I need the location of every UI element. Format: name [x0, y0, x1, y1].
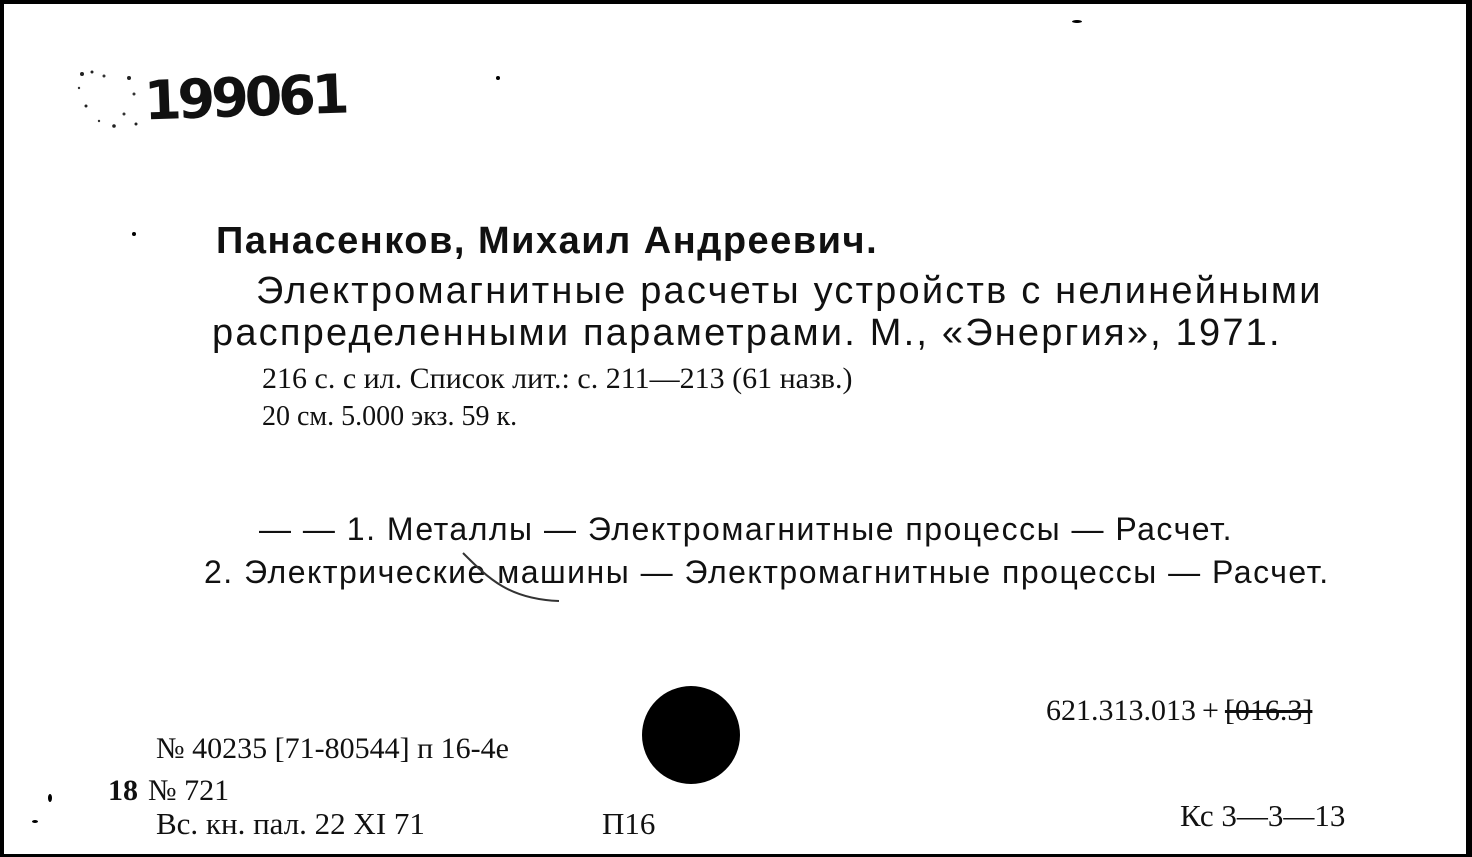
subject-heading-1: — — 1. Металлы — Электромагнитные процессы — Расчет. — [259, 511, 1233, 547]
pencil-mark — [459, 549, 569, 609]
stamp-smudge — [74, 66, 144, 136]
collation-line-2: 20 см. 5.000 экз. 59 к. — [262, 401, 518, 432]
udc-main: 621.313.013 — [1046, 694, 1196, 727]
signed-line: Вс. кн. пал. 22 XI 71 — [156, 806, 425, 841]
speck — [32, 820, 38, 823]
udc-struck: [016.3] — [1224, 694, 1313, 727]
accession-number: 199061 — [142, 62, 347, 133]
speck — [1072, 20, 1082, 23]
card-number: № 721 — [148, 774, 230, 807]
udc-plus: + — [1202, 694, 1219, 727]
title-line-2: распределенными параметрами. М., «Энергия», 1971. — [212, 312, 1282, 354]
card-number-line — [108, 774, 229, 808]
subject-heading-2: 2. Электрические машины — Электромагнитные процессы — Расчет. — [204, 554, 1330, 590]
kc-code: Кс 3—3—13 — [1180, 798, 1346, 833]
speck — [132, 232, 136, 236]
title-line-1: Электромагнитные расчеты устройств с нелинейными — [256, 270, 1323, 312]
print-code: П16 — [602, 806, 656, 841]
speck — [48, 794, 52, 802]
speck — [496, 76, 500, 80]
order-line: № 40235 [71-80544] п 16-4е — [156, 732, 509, 765]
punch-hole — [642, 686, 740, 784]
collation-line-1: 216 с. с ил. Список лит.: с. 211—213 (61 назв.) — [262, 362, 853, 395]
card-count: 18 — [108, 774, 138, 807]
udc-classification — [1046, 694, 1312, 728]
author-heading: Панасенков, Михаил Андреевич. — [216, 220, 879, 262]
